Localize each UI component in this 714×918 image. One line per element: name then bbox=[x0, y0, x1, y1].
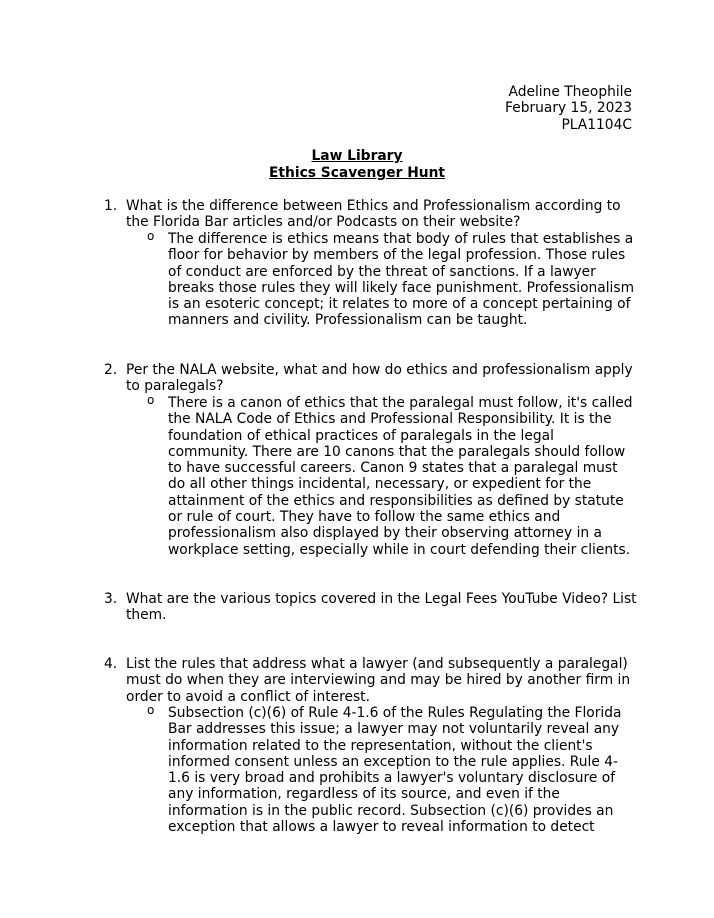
question-number: 2. bbox=[104, 362, 118, 378]
answer-1 bbox=[147, 229, 638, 329]
answer-2 bbox=[147, 393, 638, 558]
question-1 bbox=[104, 198, 646, 231]
bullet-icon: o bbox=[147, 229, 155, 243]
question-text: What is the difference between Ethics and Professionalism according to the Florida Bar articles and/or Podcasts on their website? bbox=[126, 198, 621, 231]
question-number: 3. bbox=[104, 591, 118, 607]
answer-text: Subsection (c)(6) of Rule 4-1.6 of the Rules Regulating the Florida Bar addresses this issue; a lawyer may not voluntarily reveal any information related to the representation, without the client's informed consent unless an exception to the rule applies. Rule 4-1.6 is very broad and prohibits a lawyer's voluntary disclosure of any information, regardless of its source, and even if the information is in the public record. Subsection (c)(6) provides an exception that allows a lawyer to reveal information to detect bbox=[168, 705, 622, 836]
answer-text: There is a canon of ethics that the paralegal must follow, it's called the NALA Code of Ethics and Professional Responsibility. It is the foundation of ethical practices of paralegals in the legal community. There are 10 canons that the paralegals should follow to have successful careers. Canon 9 states that a paralegal must do all other things incidental, necessary, or expedient for the attainment of the ethics and responsibilities as defined by statute or rule of court. They have to follow the same ethics and professionalism also displayed by their observing attorney in a workplace setting, especially while in court defending their clients. bbox=[168, 395, 633, 558]
question-text: What are the various topics covered in the Legal Fees YouTube Video? List them. bbox=[126, 591, 637, 624]
document-titles bbox=[0, 148, 714, 182]
document-subtitle: Ethics Scavenger Hunt bbox=[269, 165, 445, 181]
answer-text: The difference is ethics means that body of rules that establishes a floor for behavior by members of the legal profession. Those rules of conduct are enforced by the threat of sanctions. If a lawyer breaks those rules they will likely face punishment. Professionalism is an esoteric concept; it relates to more of a concept pertaining of manners and civility. Professionalism can be taught. bbox=[168, 231, 635, 329]
document-date: February 15, 2023 bbox=[505, 100, 632, 117]
bullet-icon: o bbox=[147, 393, 155, 407]
question-number: 4. bbox=[104, 656, 118, 672]
question-3 bbox=[104, 591, 646, 624]
answer-4 bbox=[147, 703, 638, 836]
author-name: Adeline Theophile bbox=[508, 84, 632, 100]
course-code: PLA1104C bbox=[561, 116, 632, 133]
bullet-icon: o bbox=[147, 703, 155, 717]
question-4 bbox=[104, 656, 646, 705]
document-title: Law Library bbox=[311, 148, 403, 164]
question-text: Per the NALA website, what and how do ethics and professionalism apply to paralegals? bbox=[126, 362, 633, 395]
document-header bbox=[505, 84, 632, 133]
question-number: 1. bbox=[104, 198, 118, 214]
question-text: List the rules that address what a lawyer (and subsequently a paralegal) must do when they are interviewing and may be hired by another firm in order to avoid a conflict of interest. bbox=[126, 656, 631, 705]
question-2 bbox=[104, 362, 646, 395]
